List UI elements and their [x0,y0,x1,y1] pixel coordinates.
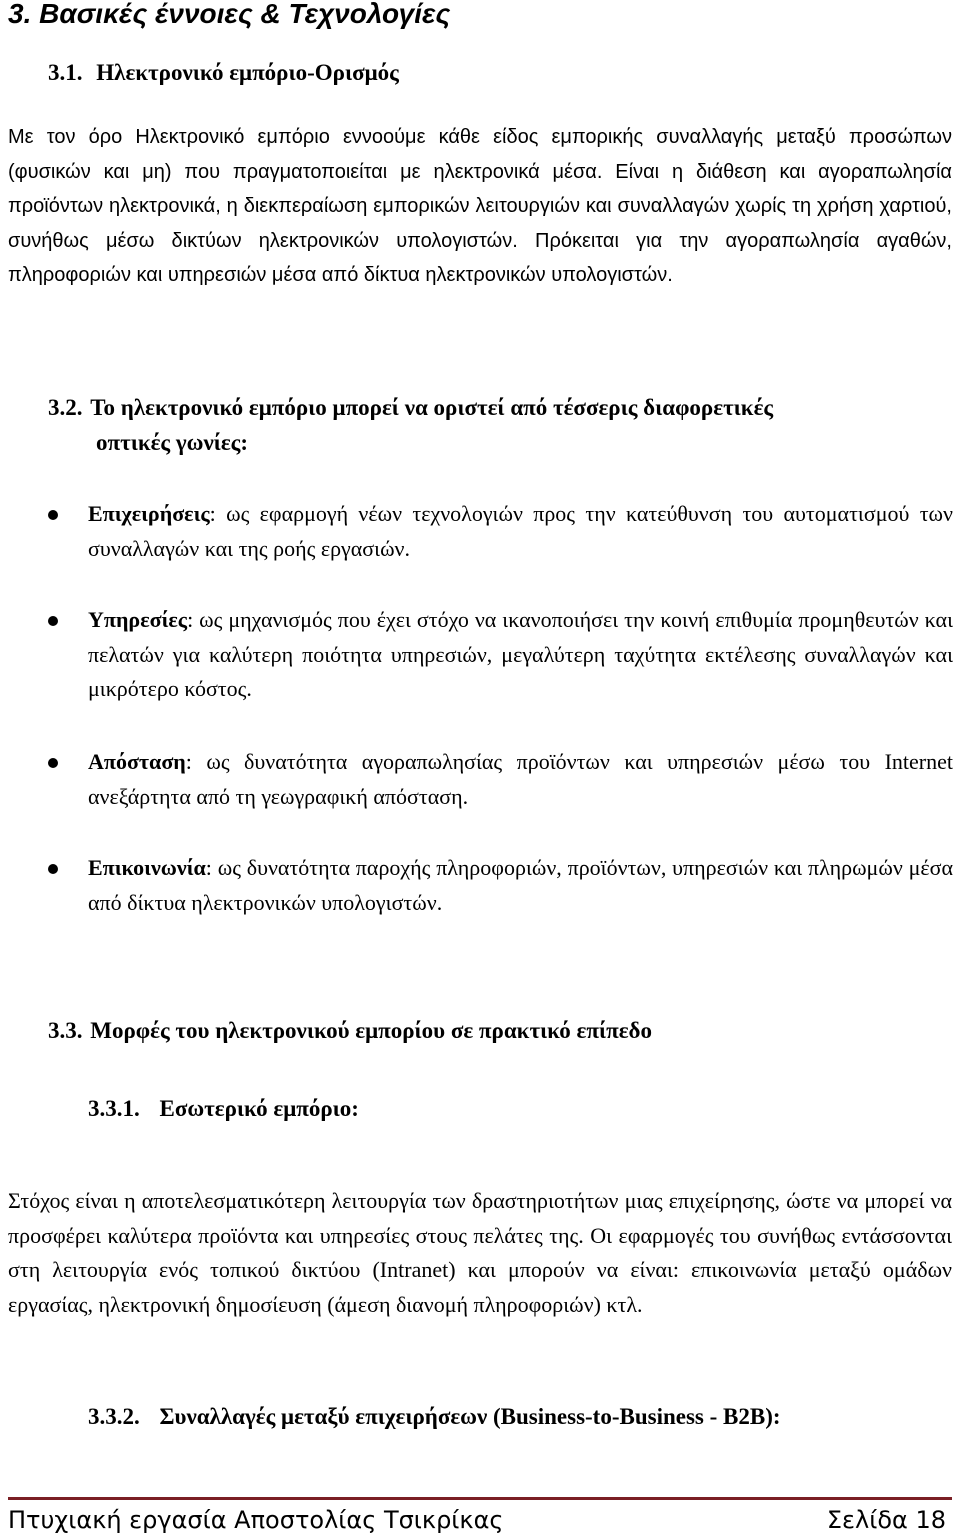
bullet-text: : ως δυνατότητα παροχής πληροφοριών, προϊόντων, υπηρεσιών και πληρωμών μέσα από δίκτυα ηλεκτρονικών υπολογιστών. [88,855,953,915]
list-item [48,851,953,920]
chapter-heading: 3. Βασικές έννοιες & Τεχνολογίες [8,0,451,29]
section-3-2-title-line2: οπτικές γωνίες: [96,430,249,455]
section-3-1-heading [48,58,399,88]
section-3-3-1-heading [88,1094,359,1124]
section-3-3-title: Μορφές του ηλεκτρονικού εμπορίου σε πρακτικό επίπεδο [90,1018,652,1043]
list-item [48,497,953,566]
section-3-2-heading [48,393,773,423]
bullet-icon [48,510,58,520]
section-3-3-1-title: Εσωτερικό εμπόριο: [159,1096,359,1121]
section-3-2-heading-cont [96,428,248,458]
bullet-text: : ως εφαρμογή νέων τεχνολογιών προς την κατεύθυνση του αυτοματισμού των συναλλαγών και της ροής εργασιών. [88,501,953,561]
bullet-text: : ως μηχανισμός που έχει στόχο να ικανοποιήσει την κοινή επιθυμία προμηθευτών και πελατών για καλύτερη ποιότητα υπηρεσιών, μεγαλύτερη ταχύτητα εκτέλεσης συναλλαγών και μικρότερο κόστος. [88,607,953,701]
bullet-icon [48,758,58,768]
bullet-term: Επικοινωνία [88,855,206,880]
section-3-3-number: 3.3. [48,1018,83,1043]
bullet-term: Επιχειρήσεις [88,501,210,526]
footer-author: Πτυχιακή εργασία Αποστολίας Τσικρίκας [8,1506,504,1534]
section-3-1-title: Ηλεκτρονικό εμπόριο-Ορισμός [96,60,399,85]
bullet-term: Απόσταση [88,749,186,774]
list-item [48,745,953,814]
section-3-3-1-paragraph: Στόχος είναι η αποτελεσματικότερη λειτουργία των δραστηριοτήτων μιας επιχείρησης, ώστε να μπορεί να προσφέρει καλύτερα προϊόντα και υπηρεσίες στους πελάτες της. Οι εφαρμογές του συνήθως εντάσσονται στη λειτουργία ενός τοπικού δικτύου (Intranet) και μπορούν να είναι: επικοινωνία μεταξύ ομάδων εργασίας, ηλεκτρονική δημοσίευση (άμεση διανομή πληροφοριών) κτλ. [8,1188,952,1317]
section-3-3-1-number: 3.3.1. [88,1096,140,1121]
bullet-icon [48,864,58,874]
footer-divider [8,1497,952,1500]
page-number: Σελίδα 18 [826,1506,946,1534]
section-3-3-heading [48,1016,652,1046]
section-3-1-number: 3.1. [48,60,83,85]
section-3-1-paragraph: Με τον όρο Ηλεκτρονικό εμπόριο εννοούμε κάθε είδος εμπορικής συναλλαγής μεταξύ προσώπων (φυσικών και μη) που πραγματοποιείται με ηλεκτρονικά μέσα. Είναι η διάθεση και αγοραπωλησία προϊόντων ηλεκτρονικά, η διεκπεραίωση εμπορικών λειτουργιών και συναλλαγών χωρίς τη χρήση χαρτιού, συνήθως μέσω δικτύων ηλεκτρονικών υπολογιστών. Πρόκειται για την αγοραπωλησία αγαθών, πληροφοριών και υπηρεσιών μέσα από δίκτυα ηλεκτρονικών υπολογιστών. [8,126,952,286]
section-3-2-number: 3.2. [48,395,83,420]
section-3-2-title-line1: Το ηλεκτρονικό εμπόριο μπορεί να οριστεί από τέσσερις διαφορετικές [90,395,774,420]
section-3-3-2-title: Συναλλαγές μεταξύ επιχειρήσεων (Business-to-Business - B2B): [159,1404,781,1429]
bullet-term: Υπηρεσίες [88,607,188,632]
list-item [48,603,953,707]
section-3-3-2-heading [88,1402,781,1432]
section-3-3-2-number: 3.3.2. [88,1404,140,1429]
bullet-text: : ως δυνατότητα αγοραπωλησίας προϊόντων και υπηρεσιών μέσω του Internet ανεξάρτητα από τη γεωγραφική απόσταση. [88,749,953,809]
bullet-icon [48,616,58,626]
